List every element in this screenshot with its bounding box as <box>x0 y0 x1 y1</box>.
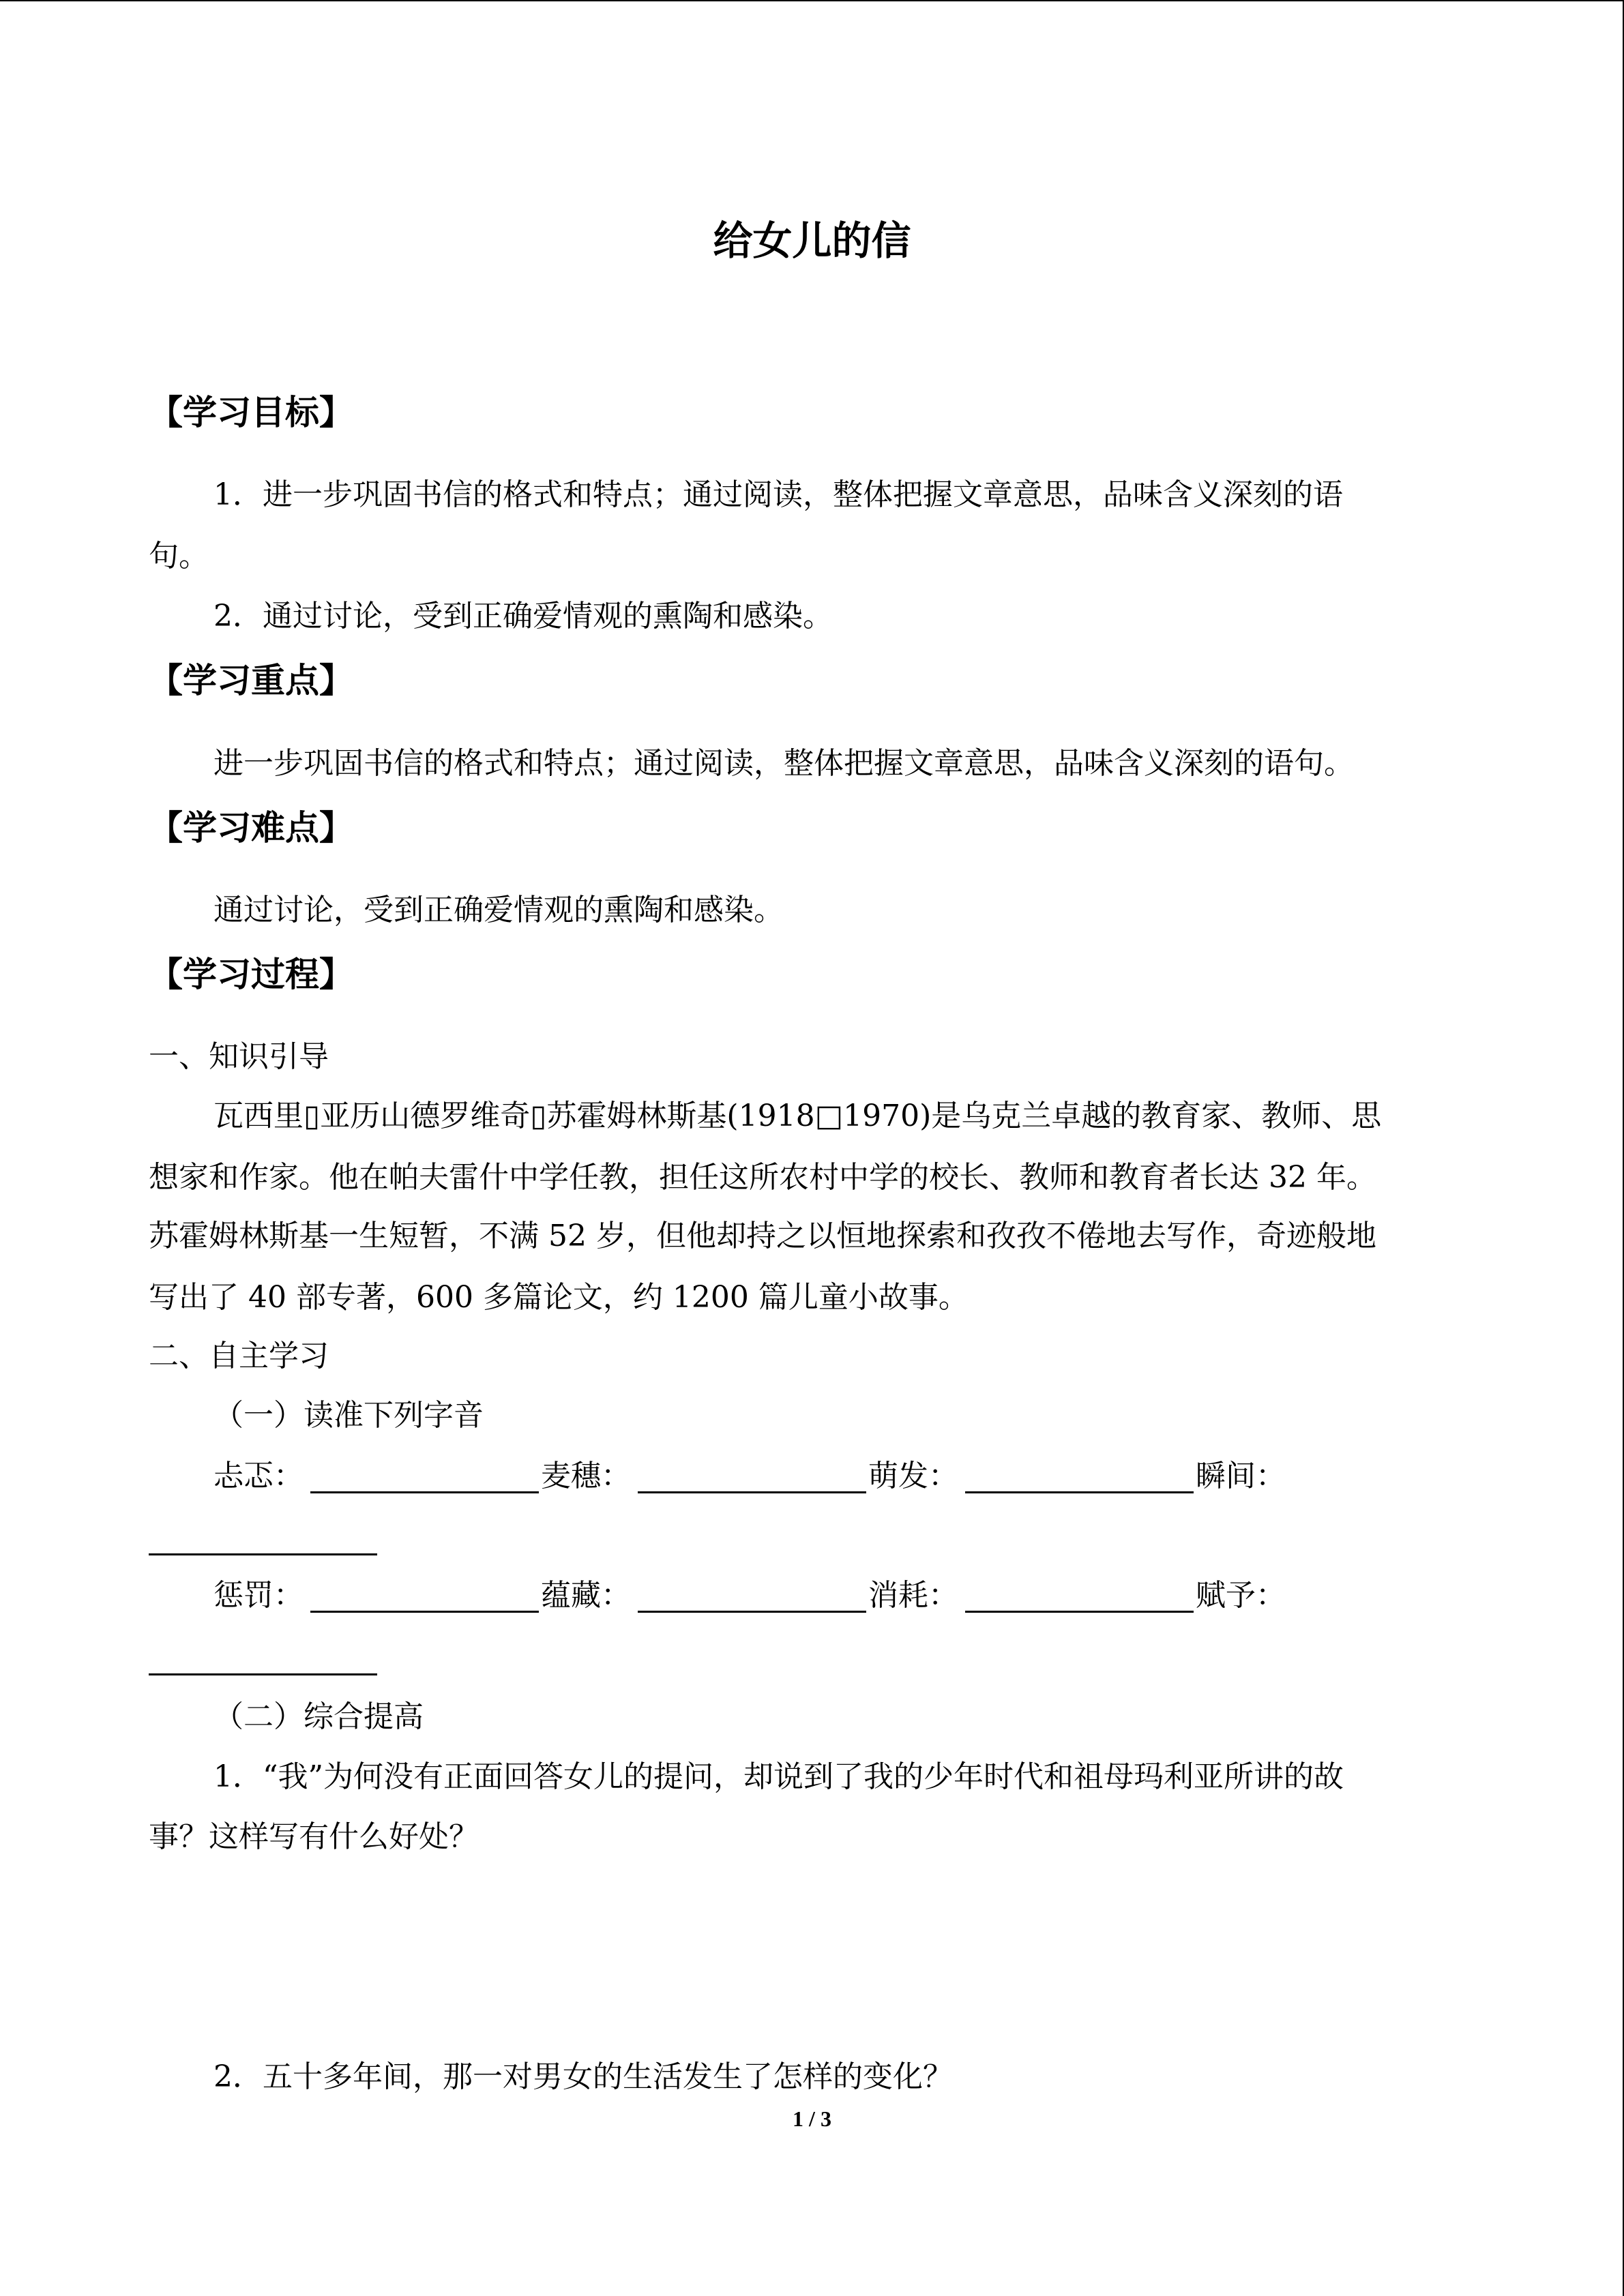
part2-title: 二、自主学习 <box>149 1339 329 1373</box>
answer-blank[interactable] <box>149 1553 377 1555</box>
heading-process: 【学习过程】 <box>149 955 353 994</box>
word-label: 萌发： <box>868 1459 958 1493</box>
answer-blank[interactable] <box>965 1611 1194 1613</box>
question-1-line-1: 1．“我”为何没有正面回答女儿的提问，却说到了我的少年时代和祖母玛利亚所讲的故 <box>213 1759 1344 1794</box>
objective-item-1-line-2: 句。 <box>149 539 209 573</box>
objective-item-2: 2．通过讨论，受到正确爱情观的熏陶和感染。 <box>213 599 833 633</box>
answer-blank[interactable] <box>965 1491 1194 1493</box>
sub2-title: （二）综合提高 <box>213 1699 424 1734</box>
answer-blank[interactable] <box>638 1611 866 1613</box>
sub1-title: （一）读准下列字音 <box>213 1398 484 1433</box>
page-number: 1 / 3 <box>793 2106 831 2131</box>
part1-title: 一、知识引导 <box>149 1039 329 1074</box>
heading-focus: 【学习重点】 <box>149 661 353 700</box>
part1-paragraph-line-3: 苏霍姆林斯基一生短暂，不满 52 岁，但他却持之以恒地探索和孜孜不倦地去写作，奇迹般地 <box>149 1219 1376 1253</box>
answer-blank[interactable] <box>149 1673 377 1675</box>
focus-text: 进一步巩固书信的格式和特点；通过阅读，整体把握文章意思，品味含义深刻的语句。 <box>213 746 1354 781</box>
answer-blank[interactable] <box>638 1491 866 1493</box>
heading-objectives: 【学习目标】 <box>149 393 353 432</box>
word-label: 忐忑： <box>213 1459 304 1493</box>
answer-blank[interactable] <box>310 1491 539 1493</box>
question-1-line-2: 事？这样写有什么好处？ <box>149 1819 479 1854</box>
word-label: 消耗： <box>868 1578 958 1613</box>
part1-paragraph-line-2: 想家和作家。他在帕夫雷什中学任教，担任这所农村中学的校长、教师和教育者长达 32 年。 <box>149 1160 1376 1195</box>
word-label: 瞬间： <box>1196 1459 1286 1493</box>
difficulty-text: 通过讨论，受到正确爱情观的熏陶和感染。 <box>213 893 784 927</box>
word-label: 蕴藏： <box>541 1578 631 1613</box>
question-2: 2．五十多年间，那一对男女的生活发生了怎样的变化？ <box>213 2059 953 2094</box>
word-label: 赋予： <box>1196 1578 1286 1613</box>
heading-difficulty: 【学习难点】 <box>149 808 353 848</box>
part1-paragraph-line-4: 写出了 40 部专著，600 多篇论文，约 1200 篇儿童小故事。 <box>149 1280 969 1315</box>
document-title: 给女儿的信 <box>713 218 911 264</box>
part1-paragraph-line-1: 瓦西里▯亚历山德罗维奇▯苏霍姆林斯基(1918□1970)是乌克兰卓越的教育家、教师、思 <box>213 1099 1382 1133</box>
word-label: 麦穗： <box>541 1459 631 1493</box>
objective-item-1-line-1: 1．进一步巩固书信的格式和特点；通过阅读，整体把握文章意思，品味含义深刻的语 <box>213 477 1343 512</box>
word-label: 惩罚： <box>213 1578 304 1613</box>
answer-blank[interactable] <box>310 1611 539 1613</box>
